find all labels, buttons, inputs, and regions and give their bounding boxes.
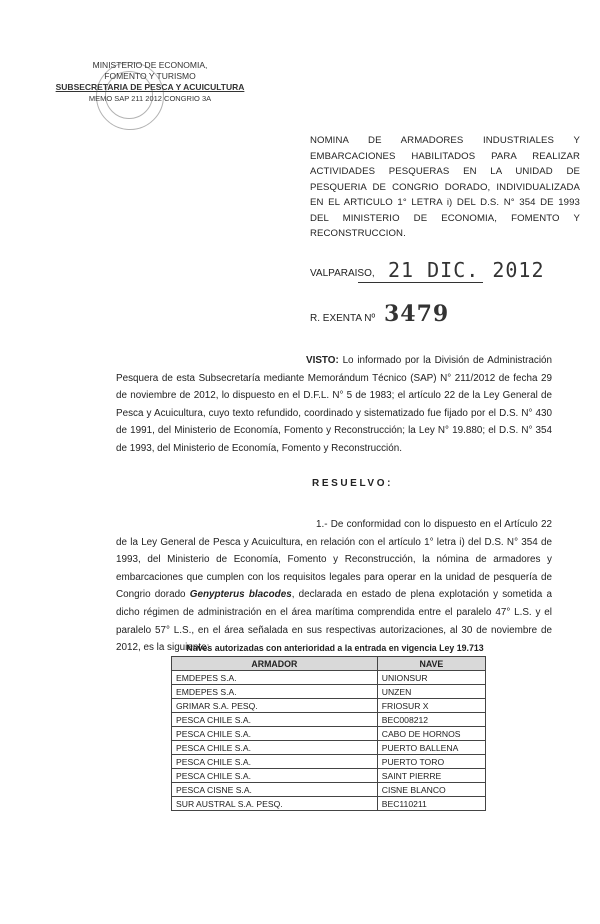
date-stamp: 21 DIC. 2012 (388, 258, 545, 282)
article-1-text: 1.- De conformidad con lo dispuesto en el Artículo 22 de la Ley General de Pesca y Acuicultura, en relación con el artículo 1° letra i) del D.S. N° 354 de 1993, del Ministerio de Economía, Fomento y Reconstrucción, la nómina de armadores y embarcaciones que cumplen con los requisitos legales para operar en la unidad de pesquería de Congrio dorado (116, 519, 552, 601)
column-header-armador: ARMADOR (172, 657, 378, 671)
article-1-paragraph (116, 516, 552, 657)
cell-armador: PESCA CHILE S.A. (172, 755, 378, 769)
table-row (172, 797, 486, 811)
cell-nave: BEC008212 (377, 713, 485, 727)
cell-armador: SUR AUSTRAL S.A. PESQ. (172, 797, 378, 811)
resuelvo-heading: RESUELVO: (312, 478, 393, 489)
cell-armador: GRIMAR S.A. PESQ. (172, 699, 378, 713)
table-caption: Naves autorizadas con anterioridad a la entrada en vigencia Ley 19.713 (186, 643, 484, 653)
table-row (172, 769, 486, 783)
vessels-table (171, 656, 486, 811)
cell-nave: BEC110211 (377, 797, 485, 811)
date-underline (358, 282, 483, 283)
cell-armador: PESCA CHILE S.A. (172, 741, 378, 755)
table-row (172, 783, 486, 797)
species-name: Genypterus blacodes (189, 589, 292, 601)
cell-nave: SAINT PIERRE (377, 769, 485, 783)
date-label: VALPARAISO, (310, 268, 375, 279)
resolution-subject: NOMINA DE ARMADORES INDUSTRIALES Y EMBARCACIONES HABILITADOS PARA REALIZAR ACTIVIDADES PESQUERAS EN LA UNIDAD DE PESQUERIA DE CONGRIO DORADO, INDIVIDUALIZADA EN EL ARTICULO 1° LETRA i) DEL D.S. N° 354 DE 1993 DEL MINISTERIO DE ECONOMIA, FOMENTO Y RECONSTRUCCION. (310, 135, 580, 239)
cell-nave: CABO DE HORNOS (377, 727, 485, 741)
cell-nave: UNIONSUR (377, 671, 485, 685)
table-row (172, 741, 486, 755)
table-row (172, 713, 486, 727)
table-row (172, 685, 486, 699)
visto-text: Lo informado por la División de Administración Pesquera de esta Subsecretaría mediante Memorándum Técnico (SAP) N° 211/2012 de fecha 29 de noviembre de 2012, lo dispuesto en el D.F.L. N° 5 de 1983; el artículo 22 de la Ley General de Pesca y Acuicultura, cuyo texto refundido, coordinado y sistematizado fue fijado por el D.S. N° 430 de 1991, del Ministerio de Economía, Fomento y Reconstrucción; la Ley N° 19.880; el D.S. N° 354 de 1993, del Ministerio de Economía, Fomento y Reconstrucción. (116, 355, 552, 454)
cell-armador: PESCA CHILE S.A. (172, 769, 378, 783)
letterhead-ministry-2: FOMENTO Y TURISMO (104, 71, 196, 81)
table-row (172, 699, 486, 713)
column-header-nave: NAVE (377, 657, 485, 671)
letterhead-ministry: MINISTERIO DE ECONOMIA, (92, 60, 208, 70)
cell-armador: EMDEPES S.A. (172, 685, 378, 699)
cell-nave: CISNE BLANCO (377, 783, 485, 797)
exenta-number: 3479 (384, 301, 450, 327)
cell-nave: FRIOSUR X (377, 699, 485, 713)
exenta-label: R. EXENTA Nº (310, 313, 376, 324)
visto-lead: VISTO: (306, 355, 339, 366)
table-row (172, 755, 486, 769)
letterhead-subsecretaria: SUBSECRETARIA DE PESCA Y ACUICULTURA (55, 82, 245, 92)
cell-nave: PUERTO TORO (377, 755, 485, 769)
cell-nave: PUERTO BALLENA (377, 741, 485, 755)
cell-armador: EMDEPES S.A. (172, 671, 378, 685)
exenta-row (310, 303, 590, 327)
article-1-text-cont: , declarada en estado de plena explotación y sometida a dicho régimen de administración en el área marítima comprendida entre el paralelo 47° L.S. y el paralelo 57° L.S., en el área señalada en sus respectivas autorizaciones, al 30 de noviembre de 2012, es la siguiente: (116, 589, 552, 654)
cell-armador: PESCA CHILE S.A. (172, 713, 378, 727)
cell-nave: UNZEN (377, 685, 485, 699)
cell-armador: PESCA CHILE S.A. (172, 727, 378, 741)
date-row (310, 258, 590, 282)
cell-armador: PESCA CISNE S.A. (172, 783, 378, 797)
table-header-row (172, 657, 486, 671)
letterhead-memo-ref: MEMO SAP 211 2012 CONGRIO 3A (88, 94, 212, 103)
table-row (172, 727, 486, 741)
official-seal-stamp (96, 62, 164, 130)
table-row (172, 671, 486, 685)
visto-paragraph (116, 352, 552, 458)
